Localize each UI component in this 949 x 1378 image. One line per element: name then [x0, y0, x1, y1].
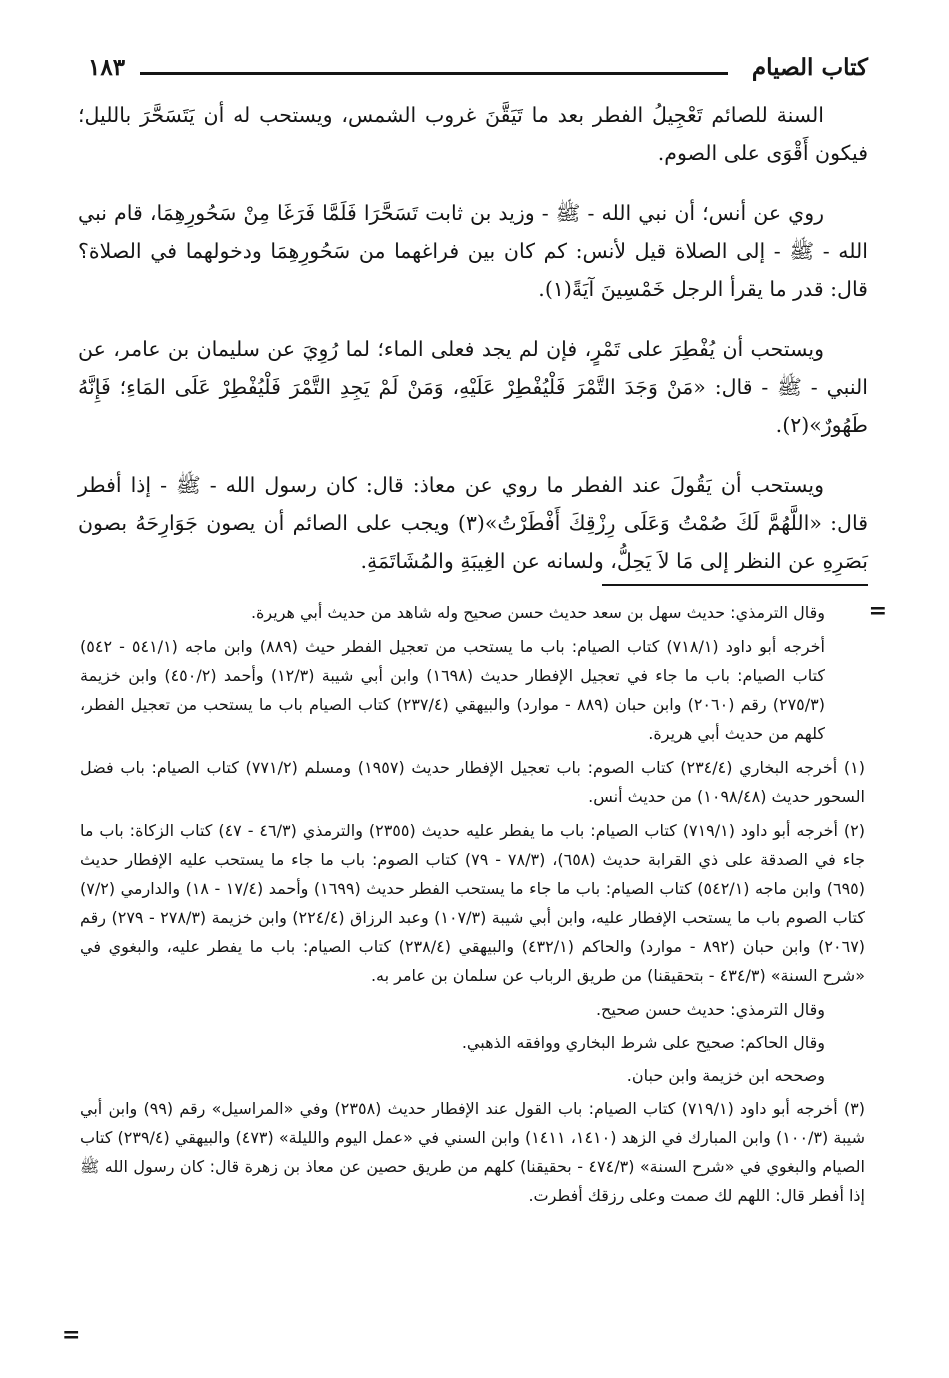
- footnote-2-hakim: وقال الحاكم: صحيح على شرط البخاري ووافقه الذهبي.: [461, 1033, 825, 1052]
- footnote-1: (١) أخرجه البخاري (٢٣٤/٤) كتاب الصوم: باب تعجيل الإفطار حديث (١٩٥٧) ومسلم (٧٧١/٢) كتاب الصيام: باب فضل السحور حديث (١٠٩٨/٤٨) من حديث أنس.: [80, 758, 866, 806]
- footnote-2-tirmidhi: وقال الترمذي: حديث حسن صحيح.: [595, 1000, 825, 1019]
- paragraph-2: روي عن أنس؛ أن نبي الله - ﷺ - وزيد بن ثابت تَسَحَّرَا فَلَمَّا فَرَغَا مِنْ سَحُورِهِمَا، قام نبي الله - ﷺ - إلى الصلاة قيل لأنس: كم كان بين فراغهما من سَحُورِهِمَا ودخولهما في الصلاة؟ قال: قدر ما يقرأ الرجل خَمْسِينَ آيَةً(١).: [78, 201, 868, 301]
- footnote-2: (٢) أخرجه أبو داود (٧١٩/١) كتاب الصيام: باب ما يفطر عليه حديث (٢٣٥٥) والترمذي (٤٦/٣ - ٤٧) كتاب الزكاة: باب ما جاء في الصدقة على ذي القرابة حديث (٦٥٨)، (٧٨/٣ - ٧٩) كتاب الصوم: باب ما جاء ما يستحب عليه الإفطار حديث (٦٩٥) وابن ماجه (٥٤٢/١) كتاب الصيام: باب ما جاء ما يستحب الفطر حديث (١٦٩٩) وأحمد (١٧/٤ - ١٨) والدارمي (٧/٢) كتاب الصوم باب ما يستحب الإفطار عليه، وابن أبي شيبة (١٠٧/٣) وعبد الرزاق (٢٢٤/٤) وابن خزيمة (٢٧٨/٣ - ٢٧٩) رقم (٢٠٦٧) وابن حبان (٨٩٢ - موارد) والحاكم (٤٣٢/١) والبيهقي (٢٣٨/٤) كتاب الصيام: باب ما يفطر عليه، والبغوي في «شرح السنة» (٤٣٤/٣ - بتحقيقنا) من طريق الرباب عن سلمان بن عامر به.: [80, 821, 866, 985]
- footnote-2-sahih: وصححه ابن خزيمة وابن حبان.: [626, 1066, 825, 1085]
- paragraph-3: ويستحب أن يُفْطِرَ على تَمْرٍ، فإن لم يجد فعلى الماء؛ لما رُوِيَ عن سليمان بن عامر، عن النبي - ﷺ - قال: «مَنْ وَجَدَ التَّمْرَ فَلْيُفْطِرْ عَلَيْهِ، وَمَنْ لَمْ يَجِدِ التَّمْرَ فَلْيُفْطِرْ عَلَى المَاءِ؛ فَإِنَّهُ طَهُورٌ»(٢).: [78, 337, 868, 437]
- footnote-3: (٣) أخرجه أبو داود (٧١٩/١) كتاب الصيام: باب القول عند الإفطار حديث (٢٣٥٨) وفي «المراسيل» رقم (٩٩) وابن أبي شيبة (١٠٠/٣) وابن المبارك في الزهد (١٤١٠، ١٤١١) وابن السني في «عمل اليوم والليلة» (٤٧٣) والبيهقي (٢٣٩/٤) كتاب الصيام والبغوي في «شرح السنة» (٤٧٤/٣ - بحقيقنا) كلهم من طريق حصين عن معاذ بن زهرة قال: كان رسول الله ﷺ إذا أفطر قال: اللهم لك صمت وعلى رزقك أفطرت.: [80, 1099, 866, 1205]
- main-text: [78, 96, 868, 602]
- continuation-mark: =: [868, 598, 887, 624]
- page-number: ١٨٣: [88, 54, 126, 81]
- footnote-divider: [602, 584, 868, 586]
- chapter-title: كتاب الصيام: [751, 54, 868, 81]
- paragraph-1: السنة للصائم تَعْجِيلُ الفطر بعد ما تَيَقَّنَ غروب الشمس، ويستحب له أن يَتَسَحَّرَ بالليل؛ فيكون أَقْوَى على الصوم.: [78, 103, 868, 165]
- footnote-continuation-1: وقال الترمذي: حديث سهل بن سعد حديث حسن صحيح وله شاهد من حديث أبي هريرة.: [250, 603, 825, 622]
- end-mark: =: [62, 1322, 81, 1348]
- header-rule: [140, 72, 728, 75]
- paragraph-4: ويستحب أن يَقُولَ عند الفطر ما روي عن معاذ: قال: كان رسول الله - ﷺ - إذا أفطر قال: «اللَّهُمَّ لَكَ صُمْتُ وَعَلَى رِزْقِكَ أَفْطَرْتُ»(٣) ويجب على الصائم أن يصون جَوَارِحَهُ بصون بَصَرِهِ عن النظر إلى مَا لاَ يَحِلُّ، ولسانه عن الغِيبَةِ والمُشَاتَمَةِ.: [78, 473, 869, 573]
- page-header: [88, 52, 868, 88]
- footnotes: [80, 598, 865, 1215]
- footnote-continuation-2: أخرجه أبو داود (٧١٨/١) كتاب الصيام: باب ما يستحب من تعجيل الفطر حيث (٨٨٩) وابن ماجه (٥٤١/١ - ٥٤٢) كتاب الصيام: باب ما جاء في تعجيل الإفطار حديث (١٦٩٨) وابن أبي شيبة (١٢/٣) وأحمد (٤٥٠/٢) وابن خزيمة (٢٧٥/٣) رقم (٢٠٦٠) وابن حبان (٨٨٩ - موارد) والبيهقي (٢٣٧/٤) كتاب الصيام باب ما يستحب من تعجيل الفطر، كلهم من حديث أبي هريرة.: [80, 637, 826, 743]
